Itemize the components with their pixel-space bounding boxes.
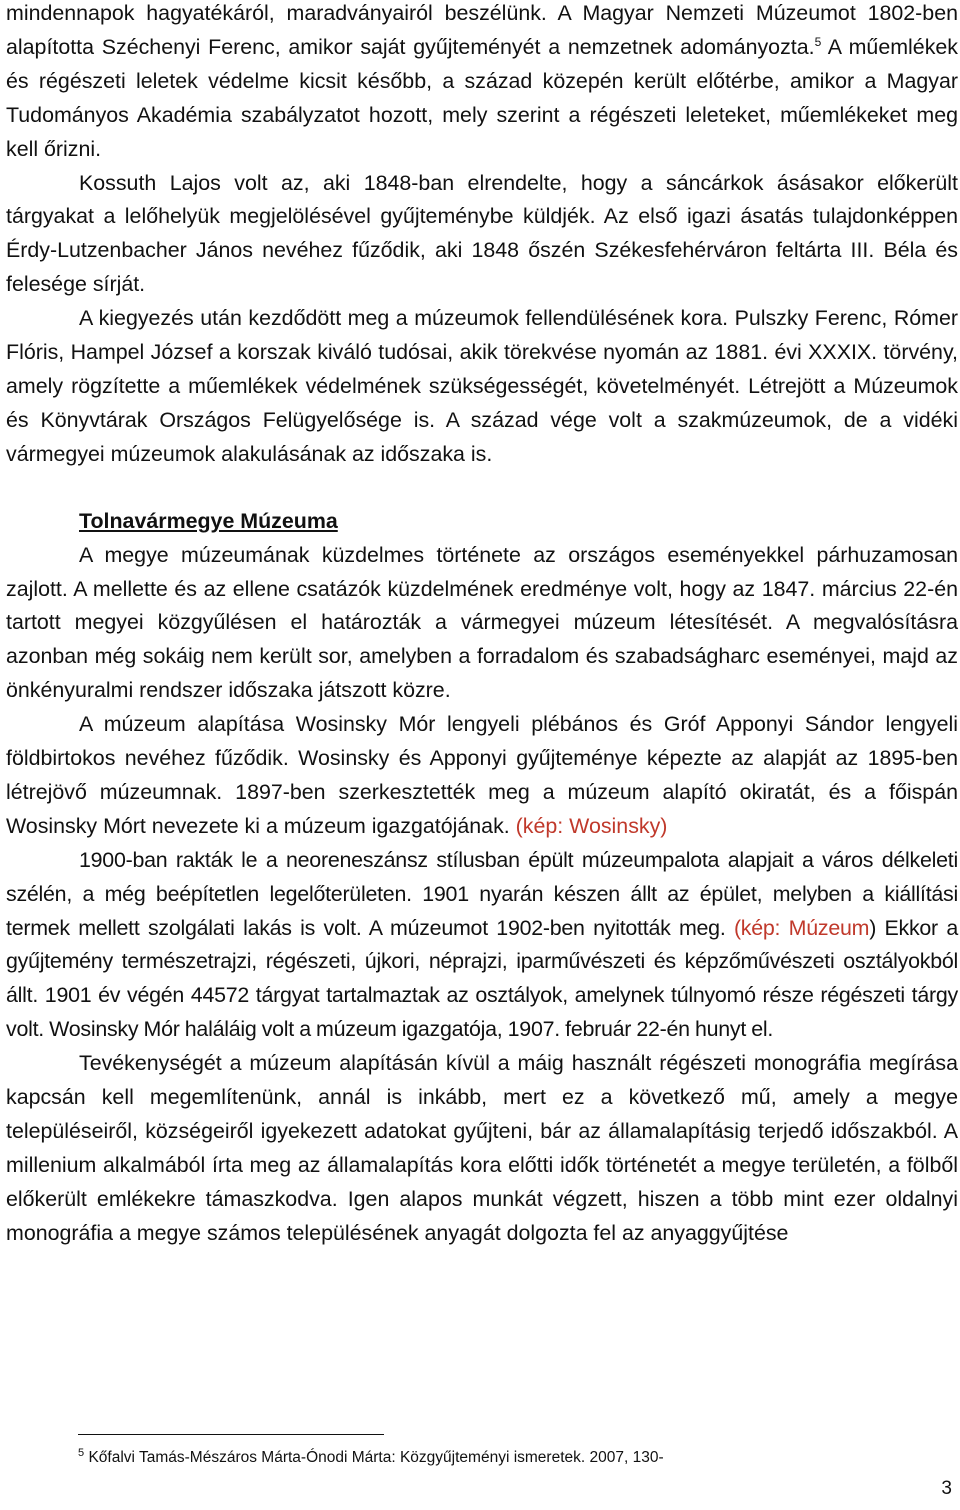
footnote-text: Kőfalvi Tamás-Mészáros Márta-Ónodi Márta: Közgyűjteményi ismeretek. 2007, 130-	[88, 1449, 664, 1466]
paragraph-7: Tevékenységét a múzeum alapításán kívül a máig használt régészeti monográfia megírása kapcsán kell megemlítenünk, annál is inkább, mert ez a következő mű, amely a megye településeiről, községeiről igyekezett adatokat gyűjteni, bár az államalapításig terjedő időszakból. A millenium alkalmából írta meg az államalapítás kora előtti idők történetét a megye területén, a fölből előkerült emlékekre támaszkodva. Igen alapos munkát végzett, hiszen a több mint ezer oldalnyi monográfia a megye számos településének anyagát dolgozta fel az anyaggyűjtése	[6, 1051, 958, 1245]
footnote-number: 5	[78, 1446, 85, 1459]
footnote	[78, 1446, 664, 1470]
paragraph-6-text-a: 1900-ban rakták le a neoreneszánsz stílusban épült múzeumpalota alapjait a város délkeleti szélén, a még beépítetlen legelőterületen. 1901 nyarán készen állt az épület, melyben a kiállítási termek mellett szolgálati lakás is volt. A múzeumot 1902-ben nyitották meg.	[6, 847, 958, 940]
footnote-ref[interactable]: 5	[814, 34, 822, 49]
body-text	[6, 0, 958, 1251]
paragraph-5	[6, 708, 958, 844]
footnote-separator	[78, 1434, 384, 1435]
paragraph-4: A megye múzeumának küzdelmes története az országos eseményekkel párhuzamosan zajlott. A mellette és az ellene csatázók küzdelmének eredménye volt, hogy az 1847. március 22-én tartott megyei közgyűlésen el határozták a vármegyei múzeum létesítését. A megvalósításra azonban még sokáig nem került sor, amelyben a forradalom és szabadságharc eseményei, majd az önkényuralmi rendszer időszaka játszott közre.	[6, 542, 958, 703]
paragraph-1	[6, 0, 958, 167]
spacer	[6, 472, 958, 505]
image-note-museum: (kép: Múzeum	[733, 915, 870, 940]
section-heading: Tolnavármegye Múzeuma	[79, 508, 338, 533]
paragraph-5-text: A múzeum alapítása Wosinsky Mór lengyeli plébános és Gróf Apponyi Sándor lengyeli földbirtokos nevéhez fűződik. Wosinsky és Apponyi gyűjteménye képezte az alapját az 1895-ben létrejövő múzeumnak. 1897-ben szerkesztették meg a múzeum alapító okiratát, és a főispán Wosinsky Mórt nevezete ki a múzeum igazgatójának.	[6, 712, 958, 838]
paragraph-3: A kiegyezés után kezdődött meg a múzeumok fellendülésének kora. Pulszky Ferenc, Rómer Flóris, Hampel József a korszak kiváló tudósai, akik törekvése nyomán az 1881. évi XXXIX. törvény, amely rögzítette a műemlékek védelmének szükségességét, követelményét. Létrejött a Múzeumok és Könyvtárak Országos Felügyelősége is. A század vége volt a szakmúzeumok, de a vidéki vármegyei múzeumok alakulásának az időszaka is.	[6, 306, 958, 466]
paragraph-1-text-b: A műemlékek és régészeti leletek védelme kicsit később, a század közepén került előtérbe, amikor a Magyar Tudományos Akadémia szabályzatot hozott, mely szerint a régészeti leleteket, műemlékeket meg kell őrizni.	[6, 34, 958, 161]
image-note-wosinsky: (kép: Wosinsky)	[515, 813, 668, 838]
paragraph-2: Kossuth Lajos volt az, aki 1848-ban elrendelte, hogy a sáncárkok ásásakor előkerült tárgyakat a lelőhelyük megjelölésével gyűjteménybe küldjék. Az első igazi ásatás tulajdonképpen Érdy-Lutzenbacher János nevéhez fűződik, aki 1848 őszén Székesfehérváron feltárta III. Béla és felesége sírját.	[6, 170, 958, 297]
page-number: 3	[941, 1478, 952, 1499]
paragraph-6	[6, 844, 958, 1047]
paragraph-1-text-a: mindennapok hagyatékáról, maradványairól beszélünk. A Magyar Nemzeti Múzeumot 1802-ben alapította Széchenyi Ferenc, amikor saját gyűjteményét a nemzetnek adományozta.	[6, 1, 958, 59]
paragraph-6-text-b: ) Ekkor a gyűjtemény természetrajzi, régészeti, újkori, néprajzi, iparművészeti és képzőművészeti osztályokból állt. 1901 év végén 44572 tárgyat tartalmaztak az osztályok, amelynek túlnyomó része régészeti tárgy volt. Wosinsky Mór haláláig volt a múzeum igazgatója, 1907. február 22-én hunyt el.	[6, 915, 958, 1042]
